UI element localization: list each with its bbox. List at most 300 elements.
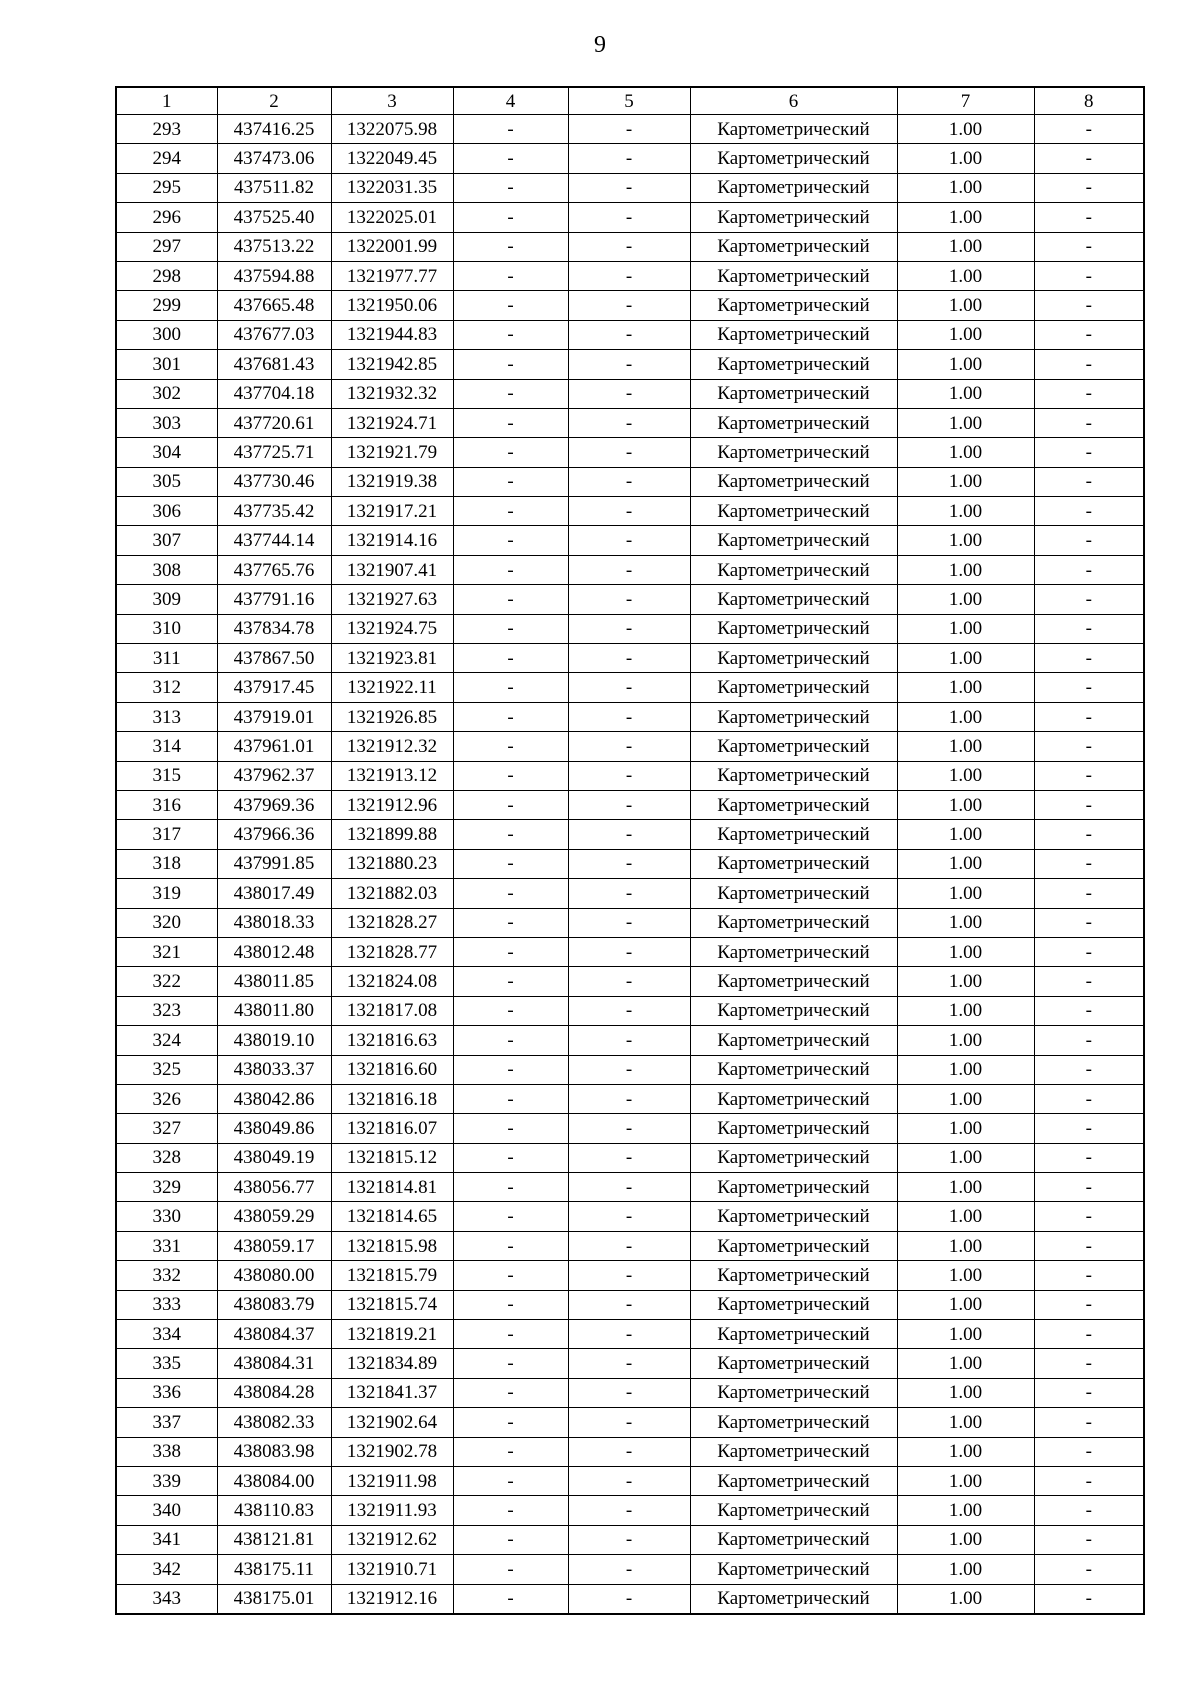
cell-method: Картометрический: [690, 673, 897, 702]
cell-col-4: -: [453, 1143, 568, 1172]
cell-x-coordinate: 437725.71: [217, 438, 331, 467]
cell-col-8: -: [1034, 261, 1144, 290]
cell-col-8: -: [1034, 879, 1144, 908]
cell-col-4: -: [453, 203, 568, 232]
cell-col-5: -: [568, 937, 690, 966]
cell-y-coordinate: 1322025.01: [331, 203, 453, 232]
cell-method: Картометрический: [690, 879, 897, 908]
cell-x-coordinate: 438056.77: [217, 1173, 331, 1202]
cell-col-5: -: [568, 497, 690, 526]
cell-col-8: -: [1034, 1114, 1144, 1143]
cell-accuracy: 1.00: [897, 644, 1034, 673]
cell-col-5: -: [568, 585, 690, 614]
cell-method: Картометрический: [690, 497, 897, 526]
cell-col-8: -: [1034, 144, 1144, 173]
cell-col-5: -: [568, 1114, 690, 1143]
cell-point-number: 339: [116, 1466, 217, 1495]
cell-accuracy: 1.00: [897, 555, 1034, 584]
cell-method: Картометрический: [690, 702, 897, 731]
cell-point-number: 315: [116, 761, 217, 790]
page-number: 9: [594, 32, 606, 58]
cell-x-coordinate: 438011.85: [217, 967, 331, 996]
cell-method: Картометрический: [690, 614, 897, 643]
cell-accuracy: 1.00: [897, 1143, 1034, 1172]
cell-col-8: -: [1034, 1378, 1144, 1407]
cell-y-coordinate: 1322031.35: [331, 173, 453, 202]
cell-col-8: -: [1034, 1525, 1144, 1554]
cell-accuracy: 1.00: [897, 350, 1034, 379]
cell-col-4: -: [453, 761, 568, 790]
cell-x-coordinate: 438059.17: [217, 1231, 331, 1260]
table-row: [116, 1320, 1144, 1349]
cell-method: Картометрический: [690, 379, 897, 408]
cell-col-5: -: [568, 1378, 690, 1407]
cell-x-coordinate: 438084.00: [217, 1466, 331, 1495]
cell-col-8: -: [1034, 467, 1144, 496]
cell-accuracy: 1.00: [897, 144, 1034, 173]
cell-col-5: -: [568, 908, 690, 937]
cell-col-4: -: [453, 1055, 568, 1084]
cell-accuracy: 1.00: [897, 614, 1034, 643]
cell-col-8: -: [1034, 438, 1144, 467]
cell-point-number: 327: [116, 1114, 217, 1143]
cell-col-5: -: [568, 1466, 690, 1495]
cell-x-coordinate: 438083.79: [217, 1290, 331, 1319]
cell-point-number: 326: [116, 1084, 217, 1113]
cell-y-coordinate: 1322001.99: [331, 232, 453, 261]
cell-y-coordinate: 1321950.06: [331, 291, 453, 320]
cell-col-5: -: [568, 702, 690, 731]
cell-col-5: -: [568, 379, 690, 408]
cell-accuracy: 1.00: [897, 408, 1034, 437]
column-header: 2: [217, 87, 331, 115]
cell-col-4: -: [453, 1231, 568, 1260]
table-row: [116, 320, 1144, 349]
cell-y-coordinate: 1321912.16: [331, 1584, 453, 1614]
cell-col-8: -: [1034, 1290, 1144, 1319]
cell-x-coordinate: 437735.42: [217, 497, 331, 526]
table-row: [116, 996, 1144, 1025]
cell-point-number: 293: [116, 115, 217, 144]
cell-col-5: -: [568, 820, 690, 849]
cell-x-coordinate: 438084.37: [217, 1320, 331, 1349]
cell-accuracy: 1.00: [897, 908, 1034, 937]
cell-col-8: -: [1034, 908, 1144, 937]
cell-col-4: -: [453, 585, 568, 614]
table-row: [116, 144, 1144, 173]
cell-col-4: -: [453, 115, 568, 144]
cell-col-4: -: [453, 996, 568, 1025]
cell-method: Картометрический: [690, 1114, 897, 1143]
cell-point-number: 337: [116, 1408, 217, 1437]
cell-col-5: -: [568, 1231, 690, 1260]
cell-col-5: -: [568, 1202, 690, 1231]
cell-method: Картометрический: [690, 555, 897, 584]
cell-col-8: -: [1034, 585, 1144, 614]
cell-col-4: -: [453, 232, 568, 261]
cell-point-number: 340: [116, 1496, 217, 1525]
cell-col-8: -: [1034, 1055, 1144, 1084]
cell-col-8: -: [1034, 967, 1144, 996]
table-row: [116, 1084, 1144, 1113]
cell-col-4: -: [453, 467, 568, 496]
cell-accuracy: 1.00: [897, 937, 1034, 966]
cell-method: Картометрический: [690, 1584, 897, 1614]
table-row: [116, 379, 1144, 408]
cell-col-8: -: [1034, 497, 1144, 526]
cell-y-coordinate: 1322049.45: [331, 144, 453, 173]
column-header: 3: [331, 87, 453, 115]
cell-x-coordinate: 437962.37: [217, 761, 331, 790]
table-row: [116, 614, 1144, 643]
cell-x-coordinate: 438059.29: [217, 1202, 331, 1231]
cell-point-number: 325: [116, 1055, 217, 1084]
cell-x-coordinate: 438175.01: [217, 1584, 331, 1614]
cell-y-coordinate: 1321932.32: [331, 379, 453, 408]
cell-col-8: -: [1034, 203, 1144, 232]
cell-method: Картометрический: [690, 232, 897, 261]
table-row: [116, 1555, 1144, 1584]
cell-accuracy: 1.00: [897, 1261, 1034, 1290]
cell-y-coordinate: 1321907.41: [331, 555, 453, 584]
cell-method: Картометрический: [690, 996, 897, 1025]
cell-col-4: -: [453, 702, 568, 731]
cell-accuracy: 1.00: [897, 320, 1034, 349]
cell-method: Картометрический: [690, 1496, 897, 1525]
cell-point-number: 305: [116, 467, 217, 496]
table-row: [116, 232, 1144, 261]
cell-col-5: -: [568, 1496, 690, 1525]
cell-col-8: -: [1034, 320, 1144, 349]
cell-col-8: -: [1034, 761, 1144, 790]
cell-col-8: -: [1034, 790, 1144, 819]
cell-col-5: -: [568, 732, 690, 761]
cell-x-coordinate: 437834.78: [217, 614, 331, 643]
cell-y-coordinate: 1321816.07: [331, 1114, 453, 1143]
cell-method: Картометрический: [690, 261, 897, 290]
cell-col-4: -: [453, 1466, 568, 1495]
cell-method: Картометрический: [690, 144, 897, 173]
cell-accuracy: 1.00: [897, 1437, 1034, 1466]
cell-method: Картометрический: [690, 644, 897, 673]
table-row: [116, 1231, 1144, 1260]
cell-y-coordinate: 1321828.77: [331, 937, 453, 966]
cell-col-4: -: [453, 1378, 568, 1407]
cell-x-coordinate: 437473.06: [217, 144, 331, 173]
table-row: [116, 408, 1144, 437]
cell-method: Картометрический: [690, 1437, 897, 1466]
cell-method: Картометрический: [690, 761, 897, 790]
table-row: [116, 967, 1144, 996]
cell-x-coordinate: 437681.43: [217, 350, 331, 379]
cell-col-8: -: [1034, 1408, 1144, 1437]
table-row: [116, 438, 1144, 467]
cell-x-coordinate: 438049.19: [217, 1143, 331, 1172]
table-row: [116, 761, 1144, 790]
cell-col-4: -: [453, 173, 568, 202]
cell-col-5: -: [568, 1555, 690, 1584]
cell-accuracy: 1.00: [897, 1378, 1034, 1407]
cell-y-coordinate: 1321911.98: [331, 1466, 453, 1495]
cell-col-4: -: [453, 967, 568, 996]
table-row: [116, 1437, 1144, 1466]
cell-col-4: -: [453, 673, 568, 702]
cell-method: Картометрический: [690, 408, 897, 437]
cell-col-4: -: [453, 1496, 568, 1525]
cell-x-coordinate: 437594.88: [217, 261, 331, 290]
cell-col-4: -: [453, 1290, 568, 1319]
cell-col-4: -: [453, 555, 568, 584]
column-header: 6: [690, 87, 897, 115]
cell-col-5: -: [568, 350, 690, 379]
cell-col-4: -: [453, 820, 568, 849]
table-row: [116, 1055, 1144, 1084]
cell-y-coordinate: 1321912.32: [331, 732, 453, 761]
cell-y-coordinate: 1321816.60: [331, 1055, 453, 1084]
cell-accuracy: 1.00: [897, 1202, 1034, 1231]
cell-x-coordinate: 437677.03: [217, 320, 331, 349]
header-row: [116, 87, 1144, 115]
cell-col-4: -: [453, 644, 568, 673]
cell-col-8: -: [1034, 350, 1144, 379]
cell-col-5: -: [568, 173, 690, 202]
cell-method: Картометрический: [690, 350, 897, 379]
cell-point-number: 330: [116, 1202, 217, 1231]
cell-method: Картометрический: [690, 908, 897, 937]
cell-y-coordinate: 1321911.93: [331, 1496, 453, 1525]
cell-point-number: 322: [116, 967, 217, 996]
cell-method: Картометрический: [690, 790, 897, 819]
cell-accuracy: 1.00: [897, 732, 1034, 761]
cell-method: Картометрический: [690, 438, 897, 467]
cell-x-coordinate: 437791.16: [217, 585, 331, 614]
cell-y-coordinate: 1321902.78: [331, 1437, 453, 1466]
cell-y-coordinate: 1321899.88: [331, 820, 453, 849]
cell-col-5: -: [568, 1084, 690, 1113]
cell-y-coordinate: 1321977.77: [331, 261, 453, 290]
cell-col-5: -: [568, 1026, 690, 1055]
cell-col-5: -: [568, 203, 690, 232]
cell-method: Картометрический: [690, 1555, 897, 1584]
cell-col-8: -: [1034, 555, 1144, 584]
cell-col-8: -: [1034, 702, 1144, 731]
cell-col-4: -: [453, 320, 568, 349]
cell-col-5: -: [568, 614, 690, 643]
cell-point-number: 303: [116, 408, 217, 437]
cell-accuracy: 1.00: [897, 1584, 1034, 1614]
cell-accuracy: 1.00: [897, 1290, 1034, 1319]
table-row: [116, 732, 1144, 761]
cell-col-5: -: [568, 261, 690, 290]
cell-col-5: -: [568, 1290, 690, 1319]
cell-x-coordinate: 437969.36: [217, 790, 331, 819]
cell-y-coordinate: 1321824.08: [331, 967, 453, 996]
cell-col-5: -: [568, 996, 690, 1025]
table-row: [116, 1202, 1144, 1231]
cell-col-5: -: [568, 790, 690, 819]
cell-col-4: -: [453, 1026, 568, 1055]
cell-y-coordinate: 1321927.63: [331, 585, 453, 614]
cell-col-8: -: [1034, 849, 1144, 878]
cell-point-number: 329: [116, 1173, 217, 1202]
cell-col-4: -: [453, 1084, 568, 1113]
cell-x-coordinate: 437511.82: [217, 173, 331, 202]
cell-col-5: -: [568, 526, 690, 555]
cell-col-5: -: [568, 644, 690, 673]
cell-point-number: 294: [116, 144, 217, 173]
cell-method: Картометрический: [690, 203, 897, 232]
cell-y-coordinate: 1321816.18: [331, 1084, 453, 1113]
table-row: [116, 790, 1144, 819]
cell-point-number: 311: [116, 644, 217, 673]
cell-col-5: -: [568, 438, 690, 467]
cell-accuracy: 1.00: [897, 1231, 1034, 1260]
cell-col-8: -: [1034, 115, 1144, 144]
cell-col-4: -: [453, 908, 568, 937]
table-row: [116, 673, 1144, 702]
cell-col-4: -: [453, 1437, 568, 1466]
cell-x-coordinate: 438082.33: [217, 1408, 331, 1437]
cell-y-coordinate: 1321910.71: [331, 1555, 453, 1584]
cell-col-5: -: [568, 1143, 690, 1172]
cell-y-coordinate: 1321815.79: [331, 1261, 453, 1290]
table-row: [116, 115, 1144, 144]
cell-col-5: -: [568, 467, 690, 496]
cell-accuracy: 1.00: [897, 1026, 1034, 1055]
cell-accuracy: 1.00: [897, 467, 1034, 496]
cell-accuracy: 1.00: [897, 497, 1034, 526]
cell-col-4: -: [453, 497, 568, 526]
cell-accuracy: 1.00: [897, 879, 1034, 908]
cell-x-coordinate: 437704.18: [217, 379, 331, 408]
cell-x-coordinate: 437765.76: [217, 555, 331, 584]
table-row: [116, 644, 1144, 673]
cell-point-number: 343: [116, 1584, 217, 1614]
cell-point-number: 307: [116, 526, 217, 555]
table-row: [116, 526, 1144, 555]
cell-method: Картометрический: [690, 1026, 897, 1055]
cell-x-coordinate: 437513.22: [217, 232, 331, 261]
cell-method: Картометрический: [690, 1466, 897, 1495]
cell-col-5: -: [568, 1055, 690, 1084]
cell-point-number: 314: [116, 732, 217, 761]
cell-col-5: -: [568, 408, 690, 437]
cell-y-coordinate: 1321814.65: [331, 1202, 453, 1231]
cell-point-number: 328: [116, 1143, 217, 1172]
cell-point-number: 323: [116, 996, 217, 1025]
cell-accuracy: 1.00: [897, 1173, 1034, 1202]
cell-x-coordinate: 437525.40: [217, 203, 331, 232]
cell-col-8: -: [1034, 996, 1144, 1025]
cell-method: Картометрический: [690, 820, 897, 849]
cell-col-8: -: [1034, 1084, 1144, 1113]
cell-col-8: -: [1034, 644, 1144, 673]
cell-col-4: -: [453, 144, 568, 173]
cell-point-number: 341: [116, 1525, 217, 1554]
cell-col-8: -: [1034, 1437, 1144, 1466]
cell-y-coordinate: 1321819.21: [331, 1320, 453, 1349]
cell-y-coordinate: 1321924.71: [331, 408, 453, 437]
cell-method: Картометрический: [690, 1084, 897, 1113]
table-row: [116, 820, 1144, 849]
cell-method: Картометрический: [690, 1261, 897, 1290]
table-row: [116, 1496, 1144, 1525]
cell-y-coordinate: 1321902.64: [331, 1408, 453, 1437]
cell-accuracy: 1.00: [897, 203, 1034, 232]
cell-point-number: 301: [116, 350, 217, 379]
cell-accuracy: 1.00: [897, 291, 1034, 320]
cell-accuracy: 1.00: [897, 820, 1034, 849]
cell-col-5: -: [568, 1349, 690, 1378]
table-row: [116, 1261, 1144, 1290]
cell-col-4: -: [453, 1320, 568, 1349]
cell-method: Картометрический: [690, 526, 897, 555]
cell-col-5: -: [568, 879, 690, 908]
cell-method: Картометрический: [690, 1202, 897, 1231]
cell-x-coordinate: 437744.14: [217, 526, 331, 555]
cell-x-coordinate: 438017.49: [217, 879, 331, 908]
cell-y-coordinate: 1321817.08: [331, 996, 453, 1025]
table-row: [116, 350, 1144, 379]
table-row: [116, 555, 1144, 584]
cell-point-number: 320: [116, 908, 217, 937]
cell-y-coordinate: 1321914.16: [331, 526, 453, 555]
cell-col-8: -: [1034, 291, 1144, 320]
cell-col-4: -: [453, 1555, 568, 1584]
table-row: [116, 261, 1144, 290]
cell-point-number: 300: [116, 320, 217, 349]
cell-x-coordinate: 438084.28: [217, 1378, 331, 1407]
cell-accuracy: 1.00: [897, 967, 1034, 996]
cell-col-5: -: [568, 1584, 690, 1614]
cell-y-coordinate: 1321926.85: [331, 702, 453, 731]
cell-y-coordinate: 1321816.63: [331, 1026, 453, 1055]
cell-col-5: -: [568, 232, 690, 261]
table-row: [116, 1466, 1144, 1495]
table-row: [116, 1173, 1144, 1202]
cell-col-8: -: [1034, 1202, 1144, 1231]
cell-y-coordinate: 1321815.12: [331, 1143, 453, 1172]
cell-accuracy: 1.00: [897, 1055, 1034, 1084]
cell-col-4: -: [453, 1584, 568, 1614]
cell-col-8: -: [1034, 614, 1144, 643]
cell-x-coordinate: 438011.80: [217, 996, 331, 1025]
cell-accuracy: 1.00: [897, 232, 1034, 261]
cell-x-coordinate: 437720.61: [217, 408, 331, 437]
cell-col-5: -: [568, 320, 690, 349]
cell-y-coordinate: 1321942.85: [331, 350, 453, 379]
cell-x-coordinate: 437665.48: [217, 291, 331, 320]
cell-col-8: -: [1034, 232, 1144, 261]
cell-col-8: -: [1034, 1320, 1144, 1349]
cell-y-coordinate: 1321828.27: [331, 908, 453, 937]
cell-col-5: -: [568, 761, 690, 790]
cell-point-number: 335: [116, 1349, 217, 1378]
cell-accuracy: 1.00: [897, 261, 1034, 290]
cell-x-coordinate: 437917.45: [217, 673, 331, 702]
cell-method: Картометрический: [690, 849, 897, 878]
column-header: 8: [1034, 87, 1144, 115]
cell-point-number: 333: [116, 1290, 217, 1319]
cell-x-coordinate: 438175.11: [217, 1555, 331, 1584]
cell-col-4: -: [453, 261, 568, 290]
cell-col-8: -: [1034, 937, 1144, 966]
table-row: [116, 1026, 1144, 1055]
cell-col-8: -: [1034, 1584, 1144, 1614]
cell-x-coordinate: 438121.81: [217, 1525, 331, 1554]
cell-x-coordinate: 437867.50: [217, 644, 331, 673]
cell-point-number: 295: [116, 173, 217, 202]
